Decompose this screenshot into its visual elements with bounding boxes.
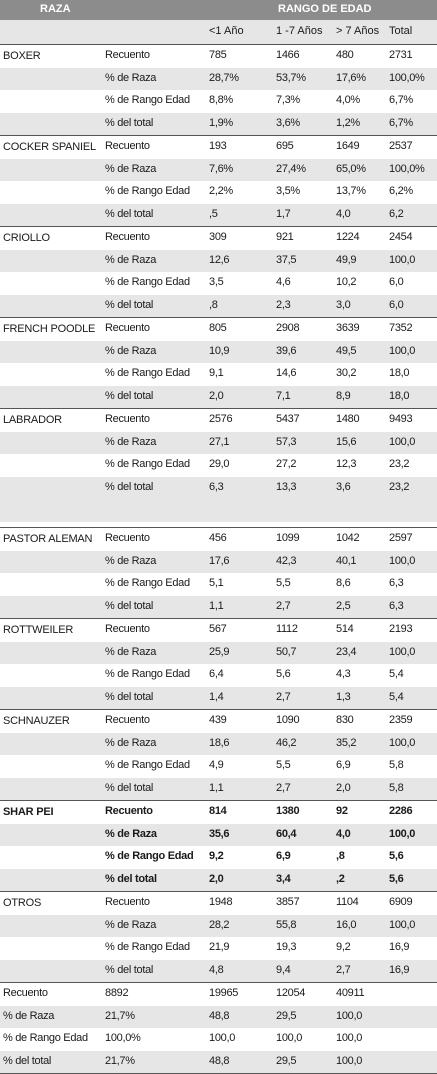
table-cell: 16,9 [389,941,410,953]
table-cell: 814 [209,805,227,817]
table-row [0,755,437,778]
table-cell: 12,3 [336,458,357,470]
table-row [0,573,437,596]
breed-name: COCKER SPANIEL [3,141,96,153]
table-row [0,454,437,477]
table-cell: 2576 [209,413,233,425]
table-cell: 1948 [209,896,233,908]
table-cell: ,8 [336,850,345,862]
table-cell: 9,4 [276,963,291,976]
table-cell: 27,4% [276,162,306,175]
table-cell: 100,0 [389,554,416,567]
table-cell: 6909 [389,896,413,908]
rango-edad-header: RANGO DE EDAD [278,3,372,15]
table-cell: 514 [336,623,354,635]
table-cell: 7,1 [276,389,291,402]
table-row [0,432,437,455]
table-cell: 13,7% [336,185,366,197]
table-row [0,960,437,983]
stat-label: % del total [105,963,154,976]
table-row [0,642,437,665]
table-row [0,159,437,182]
table-cell: 3639 [336,322,360,334]
table-cell: 1,3 [336,690,351,703]
breed-block [0,317,437,408]
table-cell: 23,4 [336,645,357,658]
stat-label: % del total [105,781,154,794]
table-cell: 3,0 [336,298,351,311]
stat-label: % de Raza [105,71,157,84]
table-cell: 8,8% [209,94,233,106]
table-row [0,45,437,68]
table-cell: 60,4 [276,827,297,840]
table-row [0,664,437,687]
stat-label: % de Raza [105,554,157,567]
stat-label: Recuento [105,532,150,544]
totals-cell: 100,0 [209,1032,236,1044]
totals-cell: 100,0 [336,1009,363,1022]
table-row [0,778,437,801]
table-cell: 3,6% [276,116,300,129]
totals-cell: 8892 [105,987,129,999]
table-cell: 49,5 [336,344,357,357]
table-cell: 1480 [336,413,360,425]
table-cell: 9493 [389,413,413,425]
table-cell: 4,0 [336,207,351,220]
totals-cell: 21,7% [105,1009,135,1022]
totals-cell: 19965 [209,987,239,999]
breed-name: SCHNAUZER [3,715,70,727]
col-header-over-7: > 7 Años [336,25,380,37]
totals-block [0,982,437,1073]
table-cell: 17,6 [209,554,230,567]
table-row [0,318,437,341]
stat-label: % de Rango Edad [105,185,190,197]
table-row [0,386,437,409]
table-cell: 57,3 [276,435,297,448]
breed-name: CRIOLLO [3,232,50,244]
stat-label: % de Rango Edad [105,94,190,106]
table-cell: 55,8 [276,918,297,931]
stat-label: % de Raza [105,435,157,448]
table-cell: 2,7 [276,781,291,794]
table-cell: 1112 [276,623,298,635]
totals-cell: 40911 [336,987,365,999]
table-cell: 2537 [389,140,413,152]
table-cell: 4,3 [336,668,351,680]
table-cell: 10,9 [209,344,230,357]
table-row [0,341,437,364]
table-cell: 5,8 [389,759,404,771]
stat-label: % de Raza [105,827,157,840]
breed-name: PASTOR ALEMAN [3,533,93,545]
table-cell: 18,0 [389,389,410,402]
stat-label: % de Rango Edad [105,668,190,680]
table-cell: 19,3 [276,941,297,953]
table-cell: 5,1 [209,577,224,589]
stat-label: % del total [105,872,157,885]
table-cell: 7352 [389,322,413,334]
table-cell: 49,9 [336,253,357,266]
table-cell: 28,7% [209,71,239,84]
table-cell: 2,0 [209,389,224,402]
breed-block [0,891,437,982]
totals-label: % de Rango Edad [3,1032,88,1044]
table-cell: 100,0% [389,162,425,175]
table-cell: 6,7% [389,94,413,106]
breed-block [0,800,437,891]
table-cell: 6,4 [209,668,224,680]
totals-cell: 21,7% [105,1054,135,1067]
table-cell: 6,3 [389,577,404,589]
table-row [0,801,437,824]
stat-label: % de Rango Edad [105,458,190,470]
table-cell: 16,0 [336,918,357,931]
table-cell: 3,6 [336,480,351,493]
table-cell: 1,7 [276,207,291,220]
table-cell: 18,0 [389,367,410,379]
table-cell: 50,7 [276,645,297,658]
totals-cell: 100,0 [336,1054,363,1067]
stat-label: % del total [105,389,154,402]
table-row [0,68,437,91]
stat-label: % de Rango Edad [105,759,190,771]
table-cell: 23,2 [389,458,410,470]
totals-label: Recuento [3,987,48,999]
table-cell: 2454 [389,231,413,243]
table-row [0,204,437,227]
table-cell: 100,0 [389,344,416,357]
table-cell: 2,5 [336,599,351,612]
stat-label: Recuento [105,623,150,635]
table-row [0,295,437,318]
table-cell: 29,0 [209,458,230,470]
table-row [0,824,437,847]
table-cell: 100,0 [389,918,416,931]
breed-block [0,709,437,800]
table-cell: 2,7 [276,599,291,612]
table-cell: 100,0 [389,435,416,448]
table-row [0,596,437,619]
table-cell: 42,3 [276,554,297,567]
table-cell: 1042 [336,532,360,544]
table-row [0,113,437,136]
breed-block [0,408,437,527]
table-cell: 5,6 [389,872,404,885]
table-cell: 35,2 [336,736,357,749]
table-cell: 1099 [276,532,300,544]
totals-cell: 100,0 [336,1032,363,1044]
stat-label: % de Raza [105,918,157,931]
table-cell: 6,3 [389,599,404,612]
table-cell: 14,6 [276,367,297,379]
table-cell: 7,3% [276,94,300,106]
table-cell: 3,5 [209,276,224,288]
table-cell: 65,0% [336,162,366,175]
table-cell: 4,6 [276,276,291,288]
table-cell: 37,5 [276,253,297,266]
table-cell: 6,0 [389,298,404,311]
breed-name: ROTTWEILER [3,624,74,636]
table-cell: 1,1 [209,781,224,794]
totals-cell: 100,0 [276,1032,303,1044]
totals-cell: 29,5 [276,1054,297,1067]
totals-label: % del total [3,1054,52,1067]
table-row [0,892,437,915]
table-cell: 2193 [389,623,413,635]
stat-label: % de Raza [105,162,157,175]
stat-label: % de Raza [105,645,157,658]
stat-label: % del total [105,207,154,220]
breed-block [0,226,437,317]
stat-label: % del total [105,116,154,129]
table-row [0,227,437,250]
table-cell: 785 [209,49,227,61]
table-cell: 1090 [276,714,300,726]
stat-label: % de Rango Edad [105,941,190,953]
table-cell: 567 [209,623,227,635]
table-cell: 5,4 [389,690,404,703]
table-cell: 1,4 [209,690,224,703]
table-row [0,272,437,295]
table-cell: 1,1 [209,599,224,612]
totals-cell: 48,8 [209,1009,230,1022]
table-cell: 100,0 [389,827,416,840]
table-cell: 193 [209,140,227,152]
table-row [0,551,437,574]
table-cell: 6,9 [276,850,291,862]
stat-label: % del total [105,690,154,703]
table-row [0,733,437,756]
table-cell: 16,9 [389,963,410,976]
table-cell: 2359 [389,714,413,726]
stat-label: Recuento [105,714,150,726]
breed-name: OTROS [3,897,42,909]
table-cell: 3,5% [276,185,300,197]
table-cell: 13,3 [276,480,297,493]
table-cell: 9,1 [209,367,224,379]
table-cell: 439 [209,714,227,726]
table-cell: 9,2 [209,850,224,862]
table-cell: 5,6 [276,668,291,680]
table-cell: 695 [276,140,294,152]
table-cell: 27,1 [209,435,230,448]
table-row [0,477,437,522]
table-cell: 100,0% [389,71,425,84]
totals-row [0,983,437,1006]
table-cell: 2731 [389,49,413,61]
totals-cell: 100,0% [105,1032,141,1044]
stat-label: % de Raza [105,344,157,357]
table-cell: 100,0 [389,253,416,266]
table-cell: 6,2% [389,185,413,197]
stat-label: % de Raza [105,253,157,266]
stat-label: % del total [105,298,154,311]
table-row [0,528,437,551]
stat-label: % de Rango Edad [105,850,194,862]
table-cell: 2908 [276,322,300,334]
table-cell: 309 [209,231,227,243]
totals-label: % de Raza [3,1009,55,1022]
table-cell: 8,6 [336,577,351,589]
stat-label: % del total [105,599,154,612]
col-header-under-1: <1 Año [209,25,244,37]
totals-cell: 29,5 [276,1009,297,1022]
stat-label: % de Raza [105,736,157,749]
table-cell: 100,0 [389,736,416,749]
table-cell: 2286 [389,805,413,817]
table-cell: 1,9% [209,116,233,129]
raza-header: RAZA [40,3,71,15]
table-cell: 5,4 [389,668,404,680]
table-cell: 5,5 [276,759,291,771]
table-cell: 830 [336,714,354,726]
table-cell: 6,3 [209,480,224,493]
table-header-top [0,0,437,20]
table-cell: 17,6% [336,71,366,84]
breed-name: FRENCH POODLE [3,323,96,335]
breed-name: BOXER [3,50,41,62]
stat-label: Recuento [105,413,150,425]
table-cell: 28,2 [209,918,230,931]
table-cell: 1224 [336,231,360,243]
table-cell: 30,2 [336,367,357,379]
table-cell: ,8 [209,298,218,311]
table-cell: ,2 [336,872,345,885]
table-row [0,136,437,159]
table-cell: 3857 [276,896,300,908]
table-cell: 12,6 [209,253,230,266]
table-cell: 1649 [336,140,360,152]
table-row [0,846,437,869]
table-cell: 18,6 [209,736,230,749]
table-cell: 5437 [276,413,300,425]
table-cell: 21,9 [209,941,230,953]
breed-block [0,527,437,618]
table-row [0,869,437,892]
table-row [0,710,437,733]
stat-label: Recuento [105,140,150,152]
table-cell: 9,2 [336,941,351,953]
table-cell: 4,9 [209,759,224,771]
table-cell: 5,5 [276,577,291,589]
table-cell: 40,1 [336,554,357,567]
stat-label: % de Rango Edad [105,577,190,589]
breed-name: LABRADOR [3,414,62,426]
table-row [0,687,437,710]
table-cell: 2,7 [276,690,291,703]
table-cell: 2,7 [336,963,351,976]
table-cell: 805 [209,322,227,334]
table-cell: 6,7% [389,116,413,129]
table-cell: 480 [336,49,354,61]
table-cell: 39,6 [276,344,297,357]
table-cell: 2597 [389,532,413,544]
breed-block [0,135,437,226]
table-cell: 2,3 [276,298,291,311]
stat-label: % de Rango Edad [105,367,190,379]
table-cell: 5,8 [389,781,404,794]
table-cell: 10,2 [336,276,357,288]
breed-block [0,618,437,709]
table-cell: 2,0 [209,872,224,885]
stat-label: Recuento [105,231,150,243]
stat-label: % de Rango Edad [105,276,190,288]
table-row [0,915,437,938]
stat-label: Recuento [105,49,150,61]
table-cell: 4,0% [336,94,360,106]
table-cell: 8,9 [336,389,351,402]
stat-label: Recuento [105,896,150,908]
table-cell: 23,2 [389,480,410,493]
table-cell: 6,2 [389,207,404,220]
table-cell: 92 [336,805,348,817]
table-cell: ,5 [209,207,218,220]
table-cell: 456 [209,532,227,544]
table-cell: 1380 [276,805,300,817]
stat-label: % del total [105,480,154,493]
table-cell: 27,2 [276,458,297,470]
totals-row [0,1028,437,1051]
table-cell: 100,0 [389,645,416,658]
table-row [0,250,437,273]
totals-cell: 48,8 [209,1054,230,1067]
table-cell: 4,8 [209,963,224,976]
col-header-1-7: 1 -7 Años [276,25,323,37]
table-row [0,619,437,642]
table-cell: 6,0 [389,276,404,288]
table-cell: 2,0 [336,781,351,794]
col-header-total: Total [389,25,413,37]
table-cell: 921 [276,231,294,243]
table-cell: 3,4 [276,872,291,885]
breed-name: SHAR PEI [3,806,54,818]
table-cell: 5,6 [389,850,404,862]
stat-label: Recuento [105,805,153,817]
table-cell: 1104 [336,896,359,908]
table-cell: 46,2 [276,736,297,749]
table-cell: 2,2% [209,185,233,197]
stat-label: Recuento [105,322,150,334]
totals-cell: 12054 [276,987,306,999]
table-row [0,409,437,432]
table-cell: 25,9 [209,645,230,658]
table-row [0,937,437,960]
table-cell: 7,6% [209,162,233,175]
table-header-columns [0,20,437,44]
table-cell: 35,6 [209,827,230,840]
totals-row [0,1006,437,1029]
table-cell: 15,6 [336,435,357,448]
table-cell: 6,9 [336,759,351,771]
table-cell: 53,7% [276,71,306,84]
table-cell: 4,0 [336,827,351,840]
table-row [0,90,437,113]
breed-block [0,44,437,135]
table-row [0,363,437,386]
table-cell: 1,2% [336,116,360,129]
table-cell: 1466 [276,49,300,61]
table-row [0,181,437,204]
